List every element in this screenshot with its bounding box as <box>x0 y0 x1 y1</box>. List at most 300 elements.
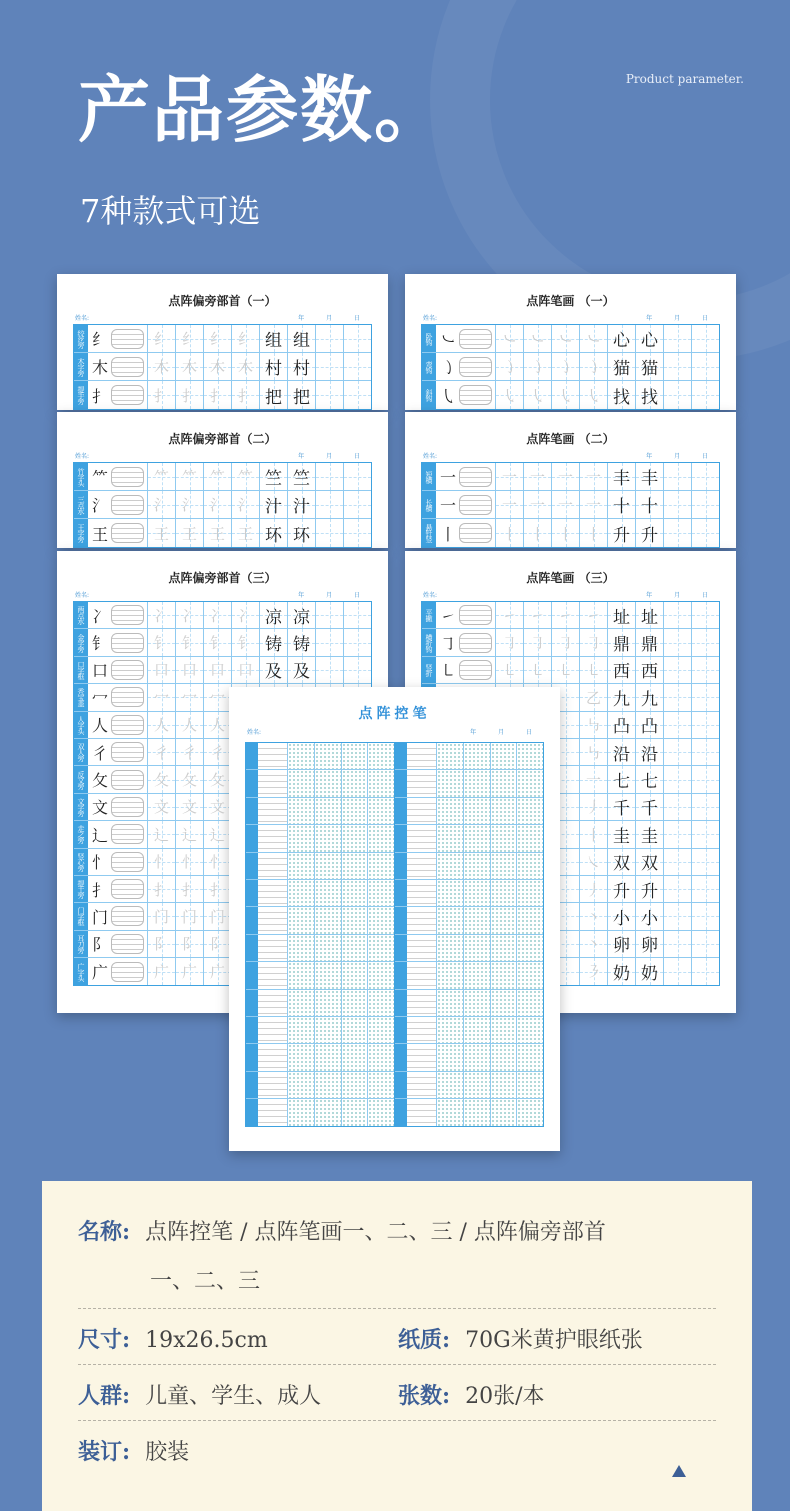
practice-cell[interactable] <box>148 876 176 902</box>
dot-cell[interactable] <box>437 1099 464 1126</box>
practice-cell[interactable] <box>580 463 608 490</box>
practice-cell[interactable] <box>524 491 552 518</box>
practice-cell[interactable] <box>204 602 232 628</box>
practice-cell[interactable] <box>496 629 524 655</box>
practice-cell[interactable] <box>204 794 232 820</box>
practice-cell[interactable] <box>148 958 176 985</box>
dot-cell[interactable] <box>437 1044 464 1070</box>
dot-cell[interactable] <box>517 935 543 961</box>
practice-cell[interactable] <box>636 491 664 518</box>
practice-cell-empty[interactable] <box>664 519 692 547</box>
dot-cell[interactable] <box>368 1044 394 1070</box>
practice-cell[interactable] <box>204 519 232 547</box>
dot-cell[interactable] <box>491 962 518 988</box>
practice-cell[interactable] <box>204 931 232 957</box>
practice-cell[interactable] <box>176 712 204 738</box>
practice-cell[interactable] <box>148 491 176 518</box>
practice-cell-empty[interactable] <box>692 958 719 985</box>
dot-cell[interactable] <box>437 825 464 851</box>
practice-cell[interactable] <box>580 491 608 518</box>
dot-cell[interactable] <box>368 962 394 988</box>
practice-cell[interactable] <box>608 712 636 738</box>
practice-cell[interactable] <box>232 325 260 352</box>
dot-cell[interactable] <box>491 798 518 824</box>
dot-cell[interactable] <box>437 1072 464 1098</box>
practice-cell[interactable] <box>552 353 580 380</box>
practice-cell[interactable] <box>204 958 232 985</box>
practice-cell[interactable] <box>176 657 204 683</box>
dot-cell[interactable] <box>342 880 369 906</box>
practice-cell[interactable] <box>552 463 580 490</box>
practice-cell-empty[interactable] <box>344 629 371 655</box>
practice-cell[interactable] <box>636 931 664 957</box>
practice-cell-empty[interactable] <box>692 353 719 380</box>
dot-cell[interactable] <box>464 798 491 824</box>
practice-cell[interactable] <box>204 739 232 765</box>
dot-cell[interactable] <box>491 1044 518 1070</box>
dot-cell[interactable] <box>315 770 342 796</box>
practice-cell[interactable] <box>288 491 316 518</box>
dot-cell[interactable] <box>288 1099 315 1126</box>
practice-cell-empty[interactable] <box>344 602 371 628</box>
dot-cell[interactable] <box>464 1099 491 1126</box>
practice-cell[interactable] <box>204 849 232 875</box>
practice-cell-empty[interactable] <box>316 491 344 518</box>
practice-cell[interactable] <box>148 602 176 628</box>
practice-cell[interactable] <box>496 657 524 683</box>
dot-cell[interactable] <box>464 962 491 988</box>
dot-cell[interactable] <box>437 907 464 933</box>
practice-cell[interactable] <box>148 712 176 738</box>
practice-cell-empty[interactable] <box>692 931 719 957</box>
dot-cell[interactable] <box>342 990 369 1016</box>
dot-cell[interactable] <box>517 798 543 824</box>
practice-cell[interactable] <box>580 849 608 875</box>
practice-cell[interactable] <box>636 766 664 792</box>
practice-cell[interactable] <box>176 629 204 655</box>
practice-cell-empty[interactable] <box>664 491 692 518</box>
practice-cell[interactable] <box>552 381 580 409</box>
dot-cell[interactable] <box>491 1017 518 1043</box>
dot-cell[interactable] <box>315 743 342 769</box>
practice-cell[interactable] <box>496 519 524 547</box>
practice-cell[interactable] <box>148 629 176 655</box>
dot-cell[interactable] <box>315 825 342 851</box>
practice-cell[interactable] <box>636 463 664 490</box>
practice-cell-empty[interactable] <box>316 463 344 490</box>
dot-cell[interactable] <box>517 853 543 879</box>
practice-cell[interactable] <box>496 353 524 380</box>
practice-cell[interactable] <box>176 931 204 957</box>
practice-cell[interactable] <box>204 766 232 792</box>
practice-cell[interactable] <box>232 491 260 518</box>
practice-cell-empty[interactable] <box>664 766 692 792</box>
dot-cell[interactable] <box>437 853 464 879</box>
practice-cell-empty[interactable] <box>692 491 719 518</box>
dot-cell[interactable] <box>315 853 342 879</box>
practice-cell[interactable] <box>524 325 552 352</box>
practice-cell-empty[interactable] <box>692 629 719 655</box>
practice-cell-empty[interactable] <box>344 381 371 409</box>
dot-cell[interactable] <box>315 907 342 933</box>
practice-cell-empty[interactable] <box>664 794 692 820</box>
practice-cell-empty[interactable] <box>664 849 692 875</box>
dot-cell[interactable] <box>517 1044 543 1070</box>
practice-cell[interactable] <box>580 629 608 655</box>
practice-cell[interactable] <box>496 381 524 409</box>
dot-cell[interactable] <box>464 1072 491 1098</box>
practice-cell[interactable] <box>204 903 232 929</box>
practice-cell[interactable] <box>524 463 552 490</box>
practice-cell[interactable] <box>232 463 260 490</box>
dot-cell[interactable] <box>315 880 342 906</box>
practice-cell[interactable] <box>148 766 176 792</box>
dot-cell[interactable] <box>368 907 394 933</box>
dot-cell[interactable] <box>437 880 464 906</box>
practice-cell-empty[interactable] <box>664 876 692 902</box>
practice-cell[interactable] <box>496 602 524 628</box>
dot-cell[interactable] <box>464 770 491 796</box>
dot-cell[interactable] <box>368 990 394 1016</box>
practice-cell-empty[interactable] <box>692 381 719 409</box>
dot-cell[interactable] <box>288 990 315 1016</box>
practice-cell-empty[interactable] <box>344 657 371 683</box>
dot-cell[interactable] <box>315 1017 342 1043</box>
dot-cell[interactable] <box>491 1072 518 1098</box>
practice-cell-empty[interactable] <box>692 325 719 352</box>
practice-cell-empty[interactable] <box>692 739 719 765</box>
practice-cell[interactable] <box>260 629 288 655</box>
dot-cell[interactable] <box>517 825 543 851</box>
practice-cell[interactable] <box>204 712 232 738</box>
dot-cell[interactable] <box>464 743 491 769</box>
practice-cell-empty[interactable] <box>692 766 719 792</box>
dot-cell[interactable] <box>368 880 394 906</box>
dot-cell[interactable] <box>342 825 369 851</box>
practice-cell[interactable] <box>636 958 664 985</box>
dot-cell[interactable] <box>288 1017 315 1043</box>
practice-cell[interactable] <box>636 657 664 683</box>
practice-cell-empty[interactable] <box>664 629 692 655</box>
practice-cell[interactable] <box>580 381 608 409</box>
practice-cell[interactable] <box>288 353 316 380</box>
dot-cell[interactable] <box>288 853 315 879</box>
practice-cell[interactable] <box>204 684 232 710</box>
dot-cell[interactable] <box>437 770 464 796</box>
practice-cell[interactable] <box>524 602 552 628</box>
practice-cell[interactable] <box>204 325 232 352</box>
practice-cell[interactable] <box>636 739 664 765</box>
practice-cell-empty[interactable] <box>664 958 692 985</box>
practice-cell[interactable] <box>636 821 664 847</box>
practice-cell[interactable] <box>636 519 664 547</box>
dot-cell[interactable] <box>517 743 543 769</box>
dot-cell[interactable] <box>437 962 464 988</box>
practice-cell-empty[interactable] <box>344 325 371 352</box>
practice-cell[interactable] <box>636 381 664 409</box>
dot-cell[interactable] <box>464 907 491 933</box>
practice-cell-empty[interactable] <box>664 353 692 380</box>
dot-cell[interactable] <box>437 798 464 824</box>
practice-cell-empty[interactable] <box>692 794 719 820</box>
practice-cell[interactable] <box>636 602 664 628</box>
dot-cell[interactable] <box>288 935 315 961</box>
practice-cell[interactable] <box>496 491 524 518</box>
practice-cell-empty[interactable] <box>316 325 344 352</box>
practice-cell[interactable] <box>260 519 288 547</box>
practice-cell[interactable] <box>608 353 636 380</box>
dot-cell[interactable] <box>368 743 394 769</box>
practice-cell[interactable] <box>608 849 636 875</box>
practice-cell[interactable] <box>288 629 316 655</box>
practice-cell[interactable] <box>204 657 232 683</box>
dot-cell[interactable] <box>517 770 543 796</box>
dot-cell[interactable] <box>437 935 464 961</box>
practice-cell[interactable] <box>524 519 552 547</box>
practice-cell[interactable] <box>552 629 580 655</box>
practice-cell[interactable] <box>176 876 204 902</box>
practice-cell[interactable] <box>260 602 288 628</box>
practice-cell-empty[interactable] <box>664 684 692 710</box>
practice-cell[interactable] <box>204 629 232 655</box>
practice-cell[interactable] <box>608 931 636 957</box>
dot-cell[interactable] <box>342 770 369 796</box>
practice-cell[interactable] <box>608 325 636 352</box>
practice-cell[interactable] <box>288 519 316 547</box>
dot-cell[interactable] <box>342 853 369 879</box>
practice-cell[interactable] <box>204 463 232 490</box>
practice-cell[interactable] <box>176 684 204 710</box>
dot-cell[interactable] <box>368 853 394 879</box>
practice-cell-empty[interactable] <box>316 657 344 683</box>
dot-cell[interactable] <box>342 935 369 961</box>
practice-cell[interactable] <box>580 876 608 902</box>
practice-cell-empty[interactable] <box>316 602 344 628</box>
practice-cell[interactable] <box>608 629 636 655</box>
practice-cell[interactable] <box>580 766 608 792</box>
dot-cell[interactable] <box>517 880 543 906</box>
practice-cell[interactable] <box>580 958 608 985</box>
practice-cell[interactable] <box>636 903 664 929</box>
practice-cell[interactable] <box>176 739 204 765</box>
dot-cell[interactable] <box>491 743 518 769</box>
dot-cell[interactable] <box>464 1044 491 1070</box>
dot-cell[interactable] <box>342 1099 369 1126</box>
practice-cell[interactable] <box>524 657 552 683</box>
practice-cell-empty[interactable] <box>664 712 692 738</box>
practice-cell-empty[interactable] <box>692 684 719 710</box>
practice-cell[interactable] <box>260 353 288 380</box>
practice-cell[interactable] <box>608 739 636 765</box>
practice-cell[interactable] <box>552 602 580 628</box>
dot-cell[interactable] <box>288 770 315 796</box>
dot-cell[interactable] <box>315 935 342 961</box>
practice-cell[interactable] <box>260 381 288 409</box>
practice-cell[interactable] <box>232 519 260 547</box>
practice-cell[interactable] <box>148 739 176 765</box>
practice-cell[interactable] <box>148 519 176 547</box>
practice-cell[interactable] <box>580 794 608 820</box>
practice-cell[interactable] <box>608 958 636 985</box>
dot-cell[interactable] <box>368 798 394 824</box>
practice-cell[interactable] <box>608 794 636 820</box>
dot-cell[interactable] <box>342 798 369 824</box>
practice-cell[interactable] <box>176 958 204 985</box>
practice-cell[interactable] <box>176 353 204 380</box>
practice-cell[interactable] <box>148 821 176 847</box>
practice-cell[interactable] <box>148 903 176 929</box>
practice-cell[interactable] <box>636 876 664 902</box>
practice-cell[interactable] <box>608 766 636 792</box>
dot-cell[interactable] <box>491 907 518 933</box>
practice-cell[interactable] <box>148 684 176 710</box>
practice-cell[interactable] <box>232 353 260 380</box>
practice-cell[interactable] <box>148 353 176 380</box>
practice-cell[interactable] <box>608 463 636 490</box>
practice-cell-empty[interactable] <box>692 712 719 738</box>
practice-cell[interactable] <box>288 602 316 628</box>
practice-cell[interactable] <box>580 602 608 628</box>
dot-cell[interactable] <box>491 990 518 1016</box>
practice-cell-empty[interactable] <box>692 849 719 875</box>
practice-cell[interactable] <box>636 353 664 380</box>
practice-cell[interactable] <box>148 381 176 409</box>
practice-cell[interactable] <box>176 903 204 929</box>
practice-cell[interactable] <box>148 931 176 957</box>
practice-cell[interactable] <box>204 353 232 380</box>
practice-cell[interactable] <box>608 903 636 929</box>
dot-cell[interactable] <box>315 962 342 988</box>
dot-cell[interactable] <box>517 1072 543 1098</box>
scroll-top-icon[interactable] <box>672 1465 686 1477</box>
practice-cell[interactable] <box>176 491 204 518</box>
dot-cell[interactable] <box>464 853 491 879</box>
practice-cell[interactable] <box>552 325 580 352</box>
practice-cell[interactable] <box>580 657 608 683</box>
practice-cell[interactable] <box>580 739 608 765</box>
practice-cell[interactable] <box>580 353 608 380</box>
dot-cell[interactable] <box>342 743 369 769</box>
dot-cell[interactable] <box>288 880 315 906</box>
dot-cell[interactable] <box>368 1017 394 1043</box>
practice-cell[interactable] <box>636 684 664 710</box>
practice-cell[interactable] <box>552 657 580 683</box>
practice-cell-empty[interactable] <box>664 821 692 847</box>
dot-cell[interactable] <box>464 880 491 906</box>
practice-cell[interactable] <box>636 849 664 875</box>
practice-cell[interactable] <box>204 491 232 518</box>
dot-cell[interactable] <box>464 990 491 1016</box>
dot-cell[interactable] <box>491 853 518 879</box>
dot-cell[interactable] <box>437 990 464 1016</box>
practice-cell[interactable] <box>608 602 636 628</box>
practice-cell-empty[interactable] <box>316 381 344 409</box>
practice-cell[interactable] <box>176 849 204 875</box>
practice-cell-empty[interactable] <box>692 519 719 547</box>
practice-cell-empty[interactable] <box>664 739 692 765</box>
dot-cell[interactable] <box>437 1017 464 1043</box>
practice-cell-empty[interactable] <box>664 931 692 957</box>
practice-cell[interactable] <box>260 491 288 518</box>
practice-cell[interactable] <box>176 381 204 409</box>
practice-cell[interactable] <box>232 629 260 655</box>
dot-cell[interactable] <box>464 1017 491 1043</box>
practice-cell[interactable] <box>608 519 636 547</box>
practice-cell[interactable] <box>148 463 176 490</box>
practice-cell[interactable] <box>524 381 552 409</box>
dot-cell[interactable] <box>464 825 491 851</box>
practice-cell-empty[interactable] <box>692 657 719 683</box>
practice-cell-empty[interactable] <box>692 463 719 490</box>
dot-cell[interactable] <box>288 962 315 988</box>
practice-cell-empty[interactable] <box>344 491 371 518</box>
dot-cell[interactable] <box>517 962 543 988</box>
practice-cell[interactable] <box>608 491 636 518</box>
dot-cell[interactable] <box>342 1044 369 1070</box>
practice-cell-empty[interactable] <box>664 325 692 352</box>
dot-cell[interactable] <box>288 825 315 851</box>
dot-cell[interactable] <box>437 743 464 769</box>
practice-cell[interactable] <box>580 519 608 547</box>
practice-cell[interactable] <box>148 794 176 820</box>
practice-cell-empty[interactable] <box>316 353 344 380</box>
practice-cell[interactable] <box>552 491 580 518</box>
practice-cell[interactable] <box>636 794 664 820</box>
dot-cell[interactable] <box>368 770 394 796</box>
practice-cell[interactable] <box>148 325 176 352</box>
practice-cell[interactable] <box>524 353 552 380</box>
practice-cell-empty[interactable] <box>344 353 371 380</box>
practice-cell-empty[interactable] <box>344 463 371 490</box>
practice-cell[interactable] <box>204 876 232 902</box>
practice-cell[interactable] <box>580 821 608 847</box>
dot-cell[interactable] <box>288 1044 315 1070</box>
practice-cell[interactable] <box>636 325 664 352</box>
practice-cell[interactable] <box>608 381 636 409</box>
practice-cell[interactable] <box>176 519 204 547</box>
practice-cell[interactable] <box>148 657 176 683</box>
practice-cell-empty[interactable] <box>664 381 692 409</box>
practice-cell[interactable] <box>580 684 608 710</box>
practice-cell-empty[interactable] <box>316 519 344 547</box>
dot-cell[interactable] <box>288 743 315 769</box>
dot-cell[interactable] <box>315 990 342 1016</box>
practice-cell-empty[interactable] <box>692 876 719 902</box>
practice-cell[interactable] <box>288 463 316 490</box>
dot-cell[interactable] <box>315 798 342 824</box>
practice-cell[interactable] <box>524 629 552 655</box>
dot-cell[interactable] <box>517 1099 543 1126</box>
practice-cell[interactable] <box>232 602 260 628</box>
dot-cell[interactable] <box>288 1072 315 1098</box>
practice-cell[interactable] <box>288 381 316 409</box>
dot-cell[interactable] <box>517 990 543 1016</box>
dot-cell[interactable] <box>288 798 315 824</box>
practice-cell[interactable] <box>204 381 232 409</box>
practice-cell[interactable] <box>288 325 316 352</box>
practice-cell[interactable] <box>608 657 636 683</box>
dot-cell[interactable] <box>368 825 394 851</box>
practice-cell-empty[interactable] <box>664 903 692 929</box>
dot-cell[interactable] <box>368 1072 394 1098</box>
dot-cell[interactable] <box>464 935 491 961</box>
practice-cell[interactable] <box>260 657 288 683</box>
practice-cell[interactable] <box>580 325 608 352</box>
practice-cell[interactable] <box>608 876 636 902</box>
dot-cell[interactable] <box>288 907 315 933</box>
practice-cell[interactable] <box>176 794 204 820</box>
dot-cell[interactable] <box>342 1072 369 1098</box>
